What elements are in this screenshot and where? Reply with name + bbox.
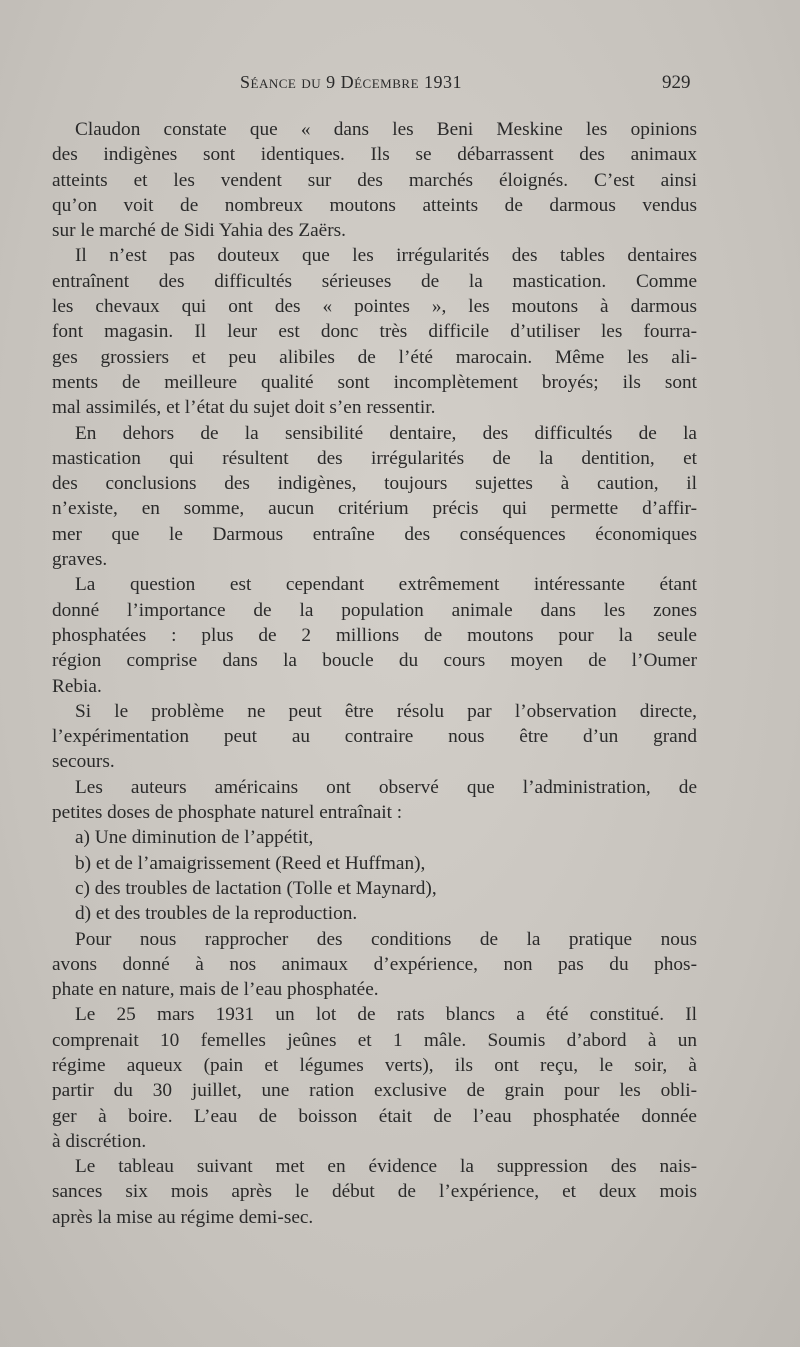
text-line: après la mise au régime demi-sec. <box>52 1206 314 1228</box>
text-line: atteints et les vendent sur des marchés éloignés. C’est ainsi <box>52 169 697 191</box>
text-line: à discrétion. <box>52 1130 147 1152</box>
text-line: En dehors de la sensibilité dentaire, des difficultés de la <box>75 422 697 444</box>
text-line: Rebia. <box>52 675 102 697</box>
text-line: régime aqueux (pain et légumes verts), ils ont reçu, le soir, à <box>52 1054 697 1076</box>
text-line: secours. <box>52 751 115 773</box>
body-text <box>52 117 697 1230</box>
text-line: ges grossiers et peu alibiles de l’été marocain. Même les ali- <box>52 346 697 368</box>
text-line: Claudon constate que « dans les Beni Meskine les opinions <box>75 119 697 140</box>
text-line: c) des troubles de lactation (Tolle et Maynard), <box>75 877 437 899</box>
text-line: a) Une diminution de l’appétit, <box>75 827 314 849</box>
text-line: région comprise dans la boucle du cours moyen de l’Oumer <box>52 650 697 672</box>
text-line: Le tableau suivant met en évidence la suppression des nais- <box>75 1156 697 1178</box>
text-line: des conclusions des indigènes, toujours sujettes à caution, il <box>52 473 697 495</box>
text-line: La question est cependant extrêmement intéressante étant <box>75 574 697 596</box>
text-line: phate en nature, mais de l’eau phosphatée. <box>52 979 379 1001</box>
text-line: mastication qui résultent des irrégularités de la dentition, et <box>52 447 697 469</box>
text-line: mal assimilés, et l’état du sujet doit s’en ressentir. <box>52 397 436 419</box>
text-line: Le 25 mars 1931 un lot de rats blancs a été constitué. Il <box>75 1004 697 1026</box>
text-line: qu’on voit de nombreux moutons atteints de darmous vendus <box>52 194 697 216</box>
text-line: des indigènes sont identiques. Ils se débarrassent des animaux <box>52 144 697 166</box>
text-line: font magasin. Il leur est donc très difficile d’utiliser les fourra- <box>52 321 697 343</box>
text-line: donné l’importance de la population animale dans les zones <box>52 599 697 621</box>
running-title: Séance du 9 Décembre 1931 <box>240 72 463 92</box>
running-header <box>0 70 800 100</box>
text-line: ments de meilleure qualité sont incomplètement broyés; ils sont <box>52 371 697 393</box>
text-line: l’expérimentation peut au contraire nous être d’un grand <box>52 726 697 748</box>
text-line: n’existe, en somme, aucun critérium précis qui permette d’affir- <box>52 498 697 520</box>
text-line: petites doses de phosphate naturel entraînait : <box>52 802 403 824</box>
text-line: entraînent des difficultés sérieuses de la mastication. Comme <box>52 270 697 292</box>
text-line: les chevaux qui ont des « pointes », les moutons à darmous <box>52 296 697 318</box>
text-line: partir du 30 juillet, une ration exclusive de grain pour les obli- <box>52 1080 697 1102</box>
text-line: sur le marché de Sidi Yahia des Zaërs. <box>52 220 346 242</box>
text-line: d) et des troubles de la reproduction. <box>75 903 358 925</box>
text-line: Si le problème ne peut être résolu par l’observation directe, <box>75 700 697 722</box>
text-line: b) et de l’amaigrissement (Reed et Huffman), <box>75 852 426 874</box>
text-line: avons donné à nos animaux d’expérience, non pas du phos- <box>52 953 697 975</box>
text-line: sances six mois après le début de l’expérience, et deux mois <box>52 1181 697 1203</box>
text-line: comprenait 10 femelles jeûnes et 1 mâle. Soumis d’abord à un <box>52 1029 697 1051</box>
text-line: phosphatées : plus de 2 millions de moutons pour la seule <box>52 624 697 646</box>
text-line: ger à boire. L’eau de boisson était de l’eau phosphatée donnée <box>52 1105 697 1127</box>
text-line: graves. <box>52 549 108 571</box>
text-line: Pour nous rapprocher des conditions de la pratique nous <box>75 928 697 950</box>
text-line: mer que le Darmous entraîne des conséquences économiques <box>52 523 697 545</box>
text-line: Il n’est pas douteux que les irrégularités des tables dentaires <box>75 245 697 267</box>
text-line: Les auteurs américains ont observé que l’administration, de <box>75 776 697 798</box>
page-number: 929 <box>662 72 691 93</box>
